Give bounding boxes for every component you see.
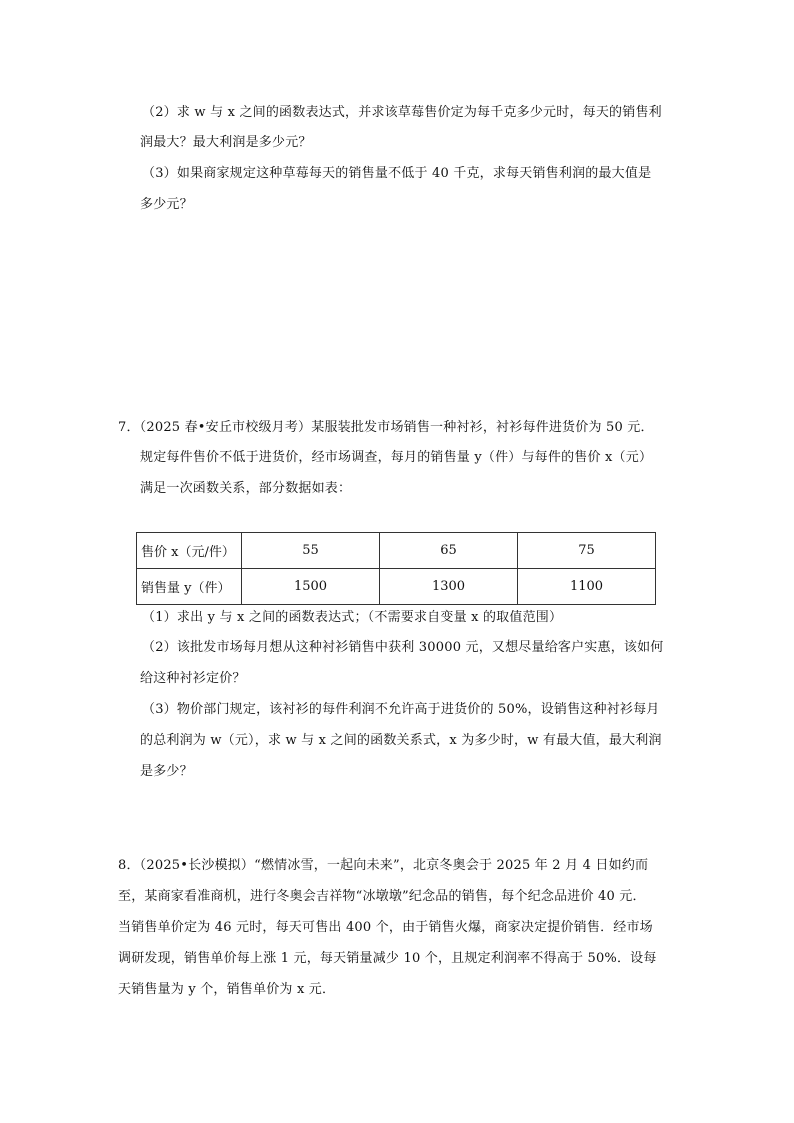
- q7-part3-line2: 的总利润为 w（元），求 w 与 x 之间的函数关系式，x 为多少时，w 有最大值，最大利润: [140, 733, 662, 748]
- table-cell-price-3: 75: [518, 533, 656, 569]
- q7-part1: （1）求出 y 与 x 之间的函数表达式；（不需要求自变量 x 的取值范围）: [142, 610, 563, 625]
- q7-number: 7．: [118, 420, 140, 435]
- q7-part3-line1: （3）物价部门规定，该衬衫的每件利润不允许高于进货价的 50%，设销售这种衬衫每月: [142, 702, 660, 717]
- q7-data-table: [136, 532, 656, 605]
- q7-stem-line1: （2025 春•安丘市校级月考）某服装批发市场销售一种衬衫，衬衫每件进货价为 50 元．: [139, 420, 654, 435]
- q7-part2-line1: （2）该批发市场每月想从这种衬衫销售中获利 30000 元，又想尽量给客户实惠，该如何: [142, 640, 664, 655]
- q8-line1: 8．（2025•长沙模拟）“燃情冰雪，一起向未来”，北京冬奥会于 2025 年 2 月 4 日如约而: [118, 858, 649, 873]
- table-cell-quantity-3: 1100: [518, 569, 656, 605]
- q7-part3-line3: 是多少？: [140, 764, 193, 779]
- table-label-price: 售价 x（元/件）: [137, 533, 242, 569]
- table-row-price: [137, 533, 656, 569]
- q6-part2-line2: 润最大？最大利润是多少元？: [140, 135, 312, 150]
- q8-line3: 当销售单价定为 46 元时，每天可售出 400 个，由于销售火爆，商家决定提价销售．经市场: [118, 920, 653, 935]
- q7-line1: [118, 418, 654, 438]
- q7-line3: 满足一次函数关系，部分数据如表：: [140, 481, 352, 496]
- q8-line4: 调研发现，销售单价每上涨 1 元，每天销量减少 10 个，且规定利润率不得高于 50%．设每: [118, 951, 657, 966]
- table-cell-quantity-2: 1300: [380, 569, 518, 605]
- table-row-quantity: [137, 569, 656, 605]
- table-cell-price-2: 65: [380, 533, 518, 569]
- table-cell-quantity-1: 1500: [242, 569, 380, 605]
- q6-part2-line1: （2）求 w 与 x 之间的函数表达式，并求该草莓售价定为每千克多少元时，每天的销售利: [142, 105, 662, 120]
- q6-part3-line1: （3）如果商家规定这种草莓每天的销售量不低于 40 千克，求每天销售利润的最大值是: [142, 166, 652, 181]
- table-label-quantity: 销售量 y（件）: [137, 569, 242, 605]
- table-cell-price-1: 55: [242, 533, 380, 569]
- q8-line5: 天销售量为 y 个，销售单价为 x 元．: [118, 982, 336, 997]
- q7-part2-line2: 给这种衬衫定价？: [140, 671, 246, 686]
- q7-line2: 规定每件售价不低于进货价，经市场调查，每月的销售量 y（件）与每件的售价 x（元）: [140, 450, 653, 465]
- q6-part3-line2: 多少元？: [140, 197, 193, 212]
- q8-line2: 至，某商家看准商机，进行冬奥会吉祥物“冰墩墩”纪念品的销售，每个纪念品进价 40 元．: [118, 889, 646, 904]
